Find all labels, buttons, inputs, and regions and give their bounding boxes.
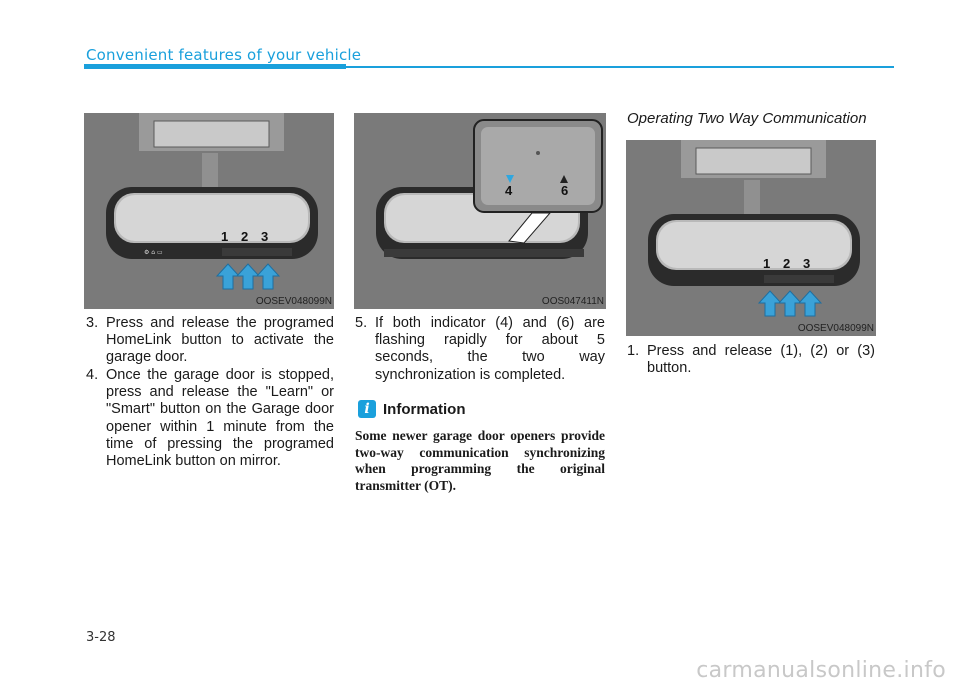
svg-text:⚙ ⌂ ▭: ⚙ ⌂ ▭ <box>144 249 163 256</box>
step-text: Press and release (1), (2) or (3) button. <box>647 343 875 377</box>
callout-number-1: 1 <box>763 256 771 271</box>
info-title: Information <box>383 401 466 418</box>
step-1 <box>627 343 875 377</box>
step-text: Press and release the programed HomeLink button to activate the garage door. <box>106 315 334 366</box>
step-number: 1. <box>627 343 640 359</box>
indicator-number-6: 6 <box>561 183 569 198</box>
figure-caption: OOSEV048099N <box>797 323 874 334</box>
step-3 <box>86 315 334 367</box>
callout-number-2: 2 <box>241 229 249 244</box>
page-number: 3-28 <box>86 630 116 645</box>
subheading: Operating Two Way Communication <box>627 110 867 127</box>
step-text: If both indicator (4) and (6) are flashing rapidly for about 5 seconds, the two way synchronization is completed. <box>375 315 605 383</box>
step-4 <box>86 367 334 470</box>
callout-number-3: 3 <box>261 229 269 244</box>
mirror-illustration <box>84 113 334 309</box>
info-body: Some newer garage door openers provide two-way communication synchronizing when programming the original transmitter (OT). <box>355 428 605 493</box>
indicator-number-4: 4 <box>505 183 513 198</box>
callout-number-2: 2 <box>783 256 791 271</box>
figure-caption: OOS047411N <box>541 296 604 307</box>
header-rule-thick <box>84 64 346 69</box>
figure-mirror-buttons-2 <box>626 140 876 336</box>
header-rule-thin <box>346 66 894 68</box>
info-icon: i <box>358 400 376 418</box>
figure-caption: OOSEV048099N <box>255 296 332 307</box>
callout-number-1: 1 <box>221 229 229 244</box>
step-5 <box>355 315 605 384</box>
step-text: Once the garage door is stopped, press and release the "Learn" or "Smart" button on the Garage door opener within 1 minute from the time of pressing the programed HomeLink button on mirror. <box>106 367 334 470</box>
header-rule <box>84 64 894 69</box>
step-number: 3. <box>86 315 99 331</box>
step-number: 5. <box>355 315 368 331</box>
callout-number-3: 3 <box>803 256 811 271</box>
mirror-illustration <box>626 140 876 336</box>
mirror-indicator-illustration <box>354 113 606 309</box>
figure-mirror-buttons-1 <box>84 113 334 309</box>
figure-mirror-indicators <box>354 113 606 309</box>
step-number: 4. <box>86 367 99 383</box>
watermark: carmanualsonline.info <box>696 658 946 683</box>
section-title: Convenient features of your vehicle <box>86 46 362 64</box>
